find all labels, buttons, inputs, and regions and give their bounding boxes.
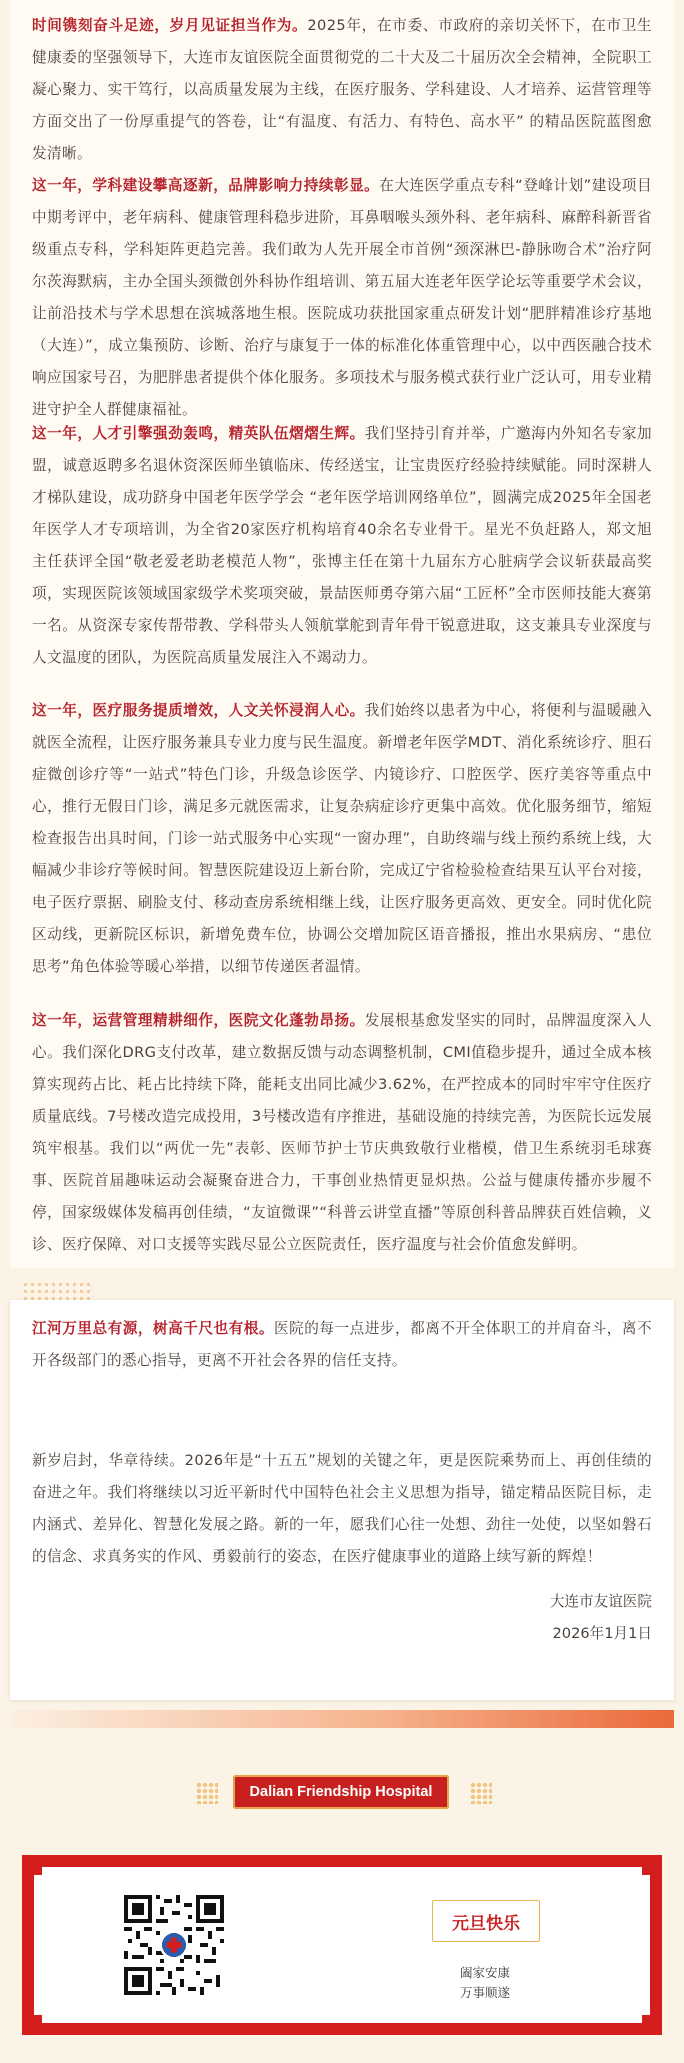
- paragraph-body: 我们坚持引育并举，广邀海内外知名专家加盟，诚意返聘多名退休资深医师坐镇临床、传经送宝，让宝贵医疗经验持续赋能。同时深耕人才梯队建设，成功跻身中国老年医学学会 “老年医学培训网络单位”，圆满完成2025年全国老年医学人才专项培训，为全省20家医疗机构培育40余名专业骨干。星光不负赶路人，郑文旭主任获评全国“敬老爱老助老模范人物”，张博主任在第十九届东方心脏病学会议斩获最高奖项，实现医院该领域国家级学术奖项突破，景喆医师勇夺第六届“工匠杯”全市医师技能大赛第一名。从资深专家传帮带教、学科带头人领航掌舵到青年骨干锐意进取，这支兼具专业深度与人文温度的团队，为医院高质量发展注入不竭动力。: [32, 425, 652, 666]
- paragraph-operations: [10, 1005, 674, 1261]
- frame-corner: [32, 2015, 42, 2025]
- paragraph-body: 2025年，在市委、市政府的亲切关怀下，在市卫生健康委的坚强领导下，大连市友谊医院全面贯彻党的二十大及二十届历次全会精神，全院职工凝心聚力、实干笃行，以高质量发展为主线，在医疗服务、学科建设、人才培养、运营管理等方面交出了一份厚重提气的答卷，让“有温度、有活力、有特色、高水平” 的精品医院蓝图愈发清晰。: [32, 17, 653, 162]
- letter-signature: 大连市友谊医院: [549, 1593, 652, 1610]
- flower-ornament-icon: [196, 1782, 218, 1804]
- annual-review-card: [10, 0, 674, 1268]
- frame-corner: [642, 1865, 652, 1875]
- frame-corner: [32, 1865, 42, 1875]
- letter-lead: 江河万里总有源，树高千尺也有根。: [32, 1320, 274, 1337]
- paragraph-lead: 这一年，医疗服务提质增效，人文关怀浸润人心。: [32, 702, 365, 719]
- letter-card: [10, 1300, 674, 1700]
- letter-date: 2026年1月1日: [552, 1625, 652, 1642]
- letter-paragraph-gratitude: [10, 1313, 674, 1377]
- qr-code-icon[interactable]: [124, 1895, 224, 1995]
- letter-body: 新岁启封，华章待续。2026年是“十五五”规划的关键之年，更是医院乘势而上、再创佳绩的奋进之年。我们将继续以习近平新时代中国特色社会主义思想为指导，锚定精品医院目标，走内涵式、差异化、智慧化发展之路。新的一年，愿我们心往一处想、劲往一处使，以坚如磐石的信念、求真务实的作风、勇毅前行的姿态，在医疗健康事业的道路上续写新的辉煌！: [32, 1452, 652, 1565]
- paragraph-talent: [10, 418, 674, 674]
- wish-line: 万事顺遂: [459, 1985, 510, 2000]
- paragraph-lead: 时间镌刻奋斗足迹，岁月见证担当作为。: [32, 17, 308, 34]
- flower-ornament-icon: [470, 1782, 492, 1804]
- paragraph-service: [10, 695, 674, 983]
- decorative-gradient-bar: [10, 1710, 674, 1728]
- hospital-name-badge: Dalian Friendship Hospital: [233, 1775, 449, 1809]
- paragraph-lead: 这一年，人才引擎强劲轰鸣，精英队伍熠熠生辉。: [32, 425, 365, 442]
- letter-body: 医院的每一点进步，都离不开全体职工的并肩奋斗，离不开各级部门的悉心指导，更离不开社会各界的信任支持。: [32, 1320, 652, 1369]
- wish-line: 阖家安康: [459, 1965, 510, 1980]
- paragraph-intro: [10, 10, 674, 170]
- greeting-frame: [22, 1855, 662, 2035]
- paragraph-body: 我们始终以患者为中心，将便利与温暖融入就医全流程，让医疗服务兼具专业力度与民生温度。新增老年医学MDT、消化系统诊疗、胆石症微创诊疗等“一站式”特色门诊，升级急诊医学、内镜诊疗、口腔医学、医疗美容等重点中心，推行无假日门诊，满足多元就医需求，让复杂病症诊疗更集中高效。优化服务细节，缩短检查报告出具时间，门诊一站式服务中心实现“一窗办理”，自助终端与线上预约系统上线，大幅减少非诊疗等候时间。智慧医院建设迈上新台阶，完成辽宁省检验检查结果互认平台对接，电子医疗票据、刷脸支付、移动查房系统相继上线，让医疗服务更高效、更安全。同时优化院区动线，更新院区标识，新增免费车位，协调公交增加院区语音播报，推出水果病房、“患位思考”角色体验等暖心举措，以细节传递医者温情。: [32, 702, 652, 975]
- paragraph-body: 在大连医学重点专科“登峰计划”建设项目中期考评中，老年病科、健康管理科稳步进阶，耳鼻咽喉头颈外科、老年病科、麻醉科新晋省级重点专科，学科矩阵更趋完善。我们敢为人先开展全市首例“颈深淋巴-静脉吻合术”治疗阿尔茨海默病，主办全国头颈微创外科协作组培训、第五届大连老年医学论坛等重要学术会议，让前沿技术与学术思想在滨城落地生根。医院成功获批国家重点研发计划“肥胖精准诊疗基地（大连）”，成立集预防、诊断、治疗与康复于一体的标准化体重管理中心，以中西医融合技术响应国家号召，为肥胖患者提供个体化服务。多项技术与服务模式获行业广泛认可，用专业精进守护全人群健康福祉。: [32, 177, 652, 418]
- frame-corner: [642, 2015, 652, 2025]
- new-year-greeting: 元旦快乐: [432, 1900, 540, 1942]
- paragraph-lead: 这一年，运营管理精耕细作，医院文化蓬勃昂扬。: [32, 1012, 365, 1029]
- greeting-frame-inner: [34, 1867, 650, 2023]
- letter-paragraph-outlook: [10, 1445, 674, 1573]
- paragraph-discipline: [10, 170, 674, 426]
- paragraph-body: 发展根基愈发坚实的同时，品牌温度深入人心。我们深化DRG支付改革，建立数据反馈与动态调整机制，CMI值稳步提升，通过全成本核算实现药占比、耗占比持续下降，能耗支出同比减少3.62%，在严控成本的同时牢牢守住医疗质量底线。7号楼改造完成投用，3号楼改造有序推进，基础设施的持续完善，为医院长远发展筑牢根基。我们以“两优一先”表彰、医师节护士节庆典致敬行业楷模，借卫生系统羽毛球赛事、医院首届趣味运动会凝聚奋进合力，干事创业热情更显炽热。公益与健康传播亦步履不停，国家级媒体发稿再创佳绩，“友谊微课”“科普云讲堂直播”等原创科普品牌获百姓信赖，义诊、医疗保障、对口支援等实践尽显公立医院责任，医疗温度与社会价值愈发鲜明。: [32, 1012, 652, 1253]
- paragraph-lead: 这一年，学科建设攀高逐新，品牌影响力持续彰显。: [32, 177, 380, 194]
